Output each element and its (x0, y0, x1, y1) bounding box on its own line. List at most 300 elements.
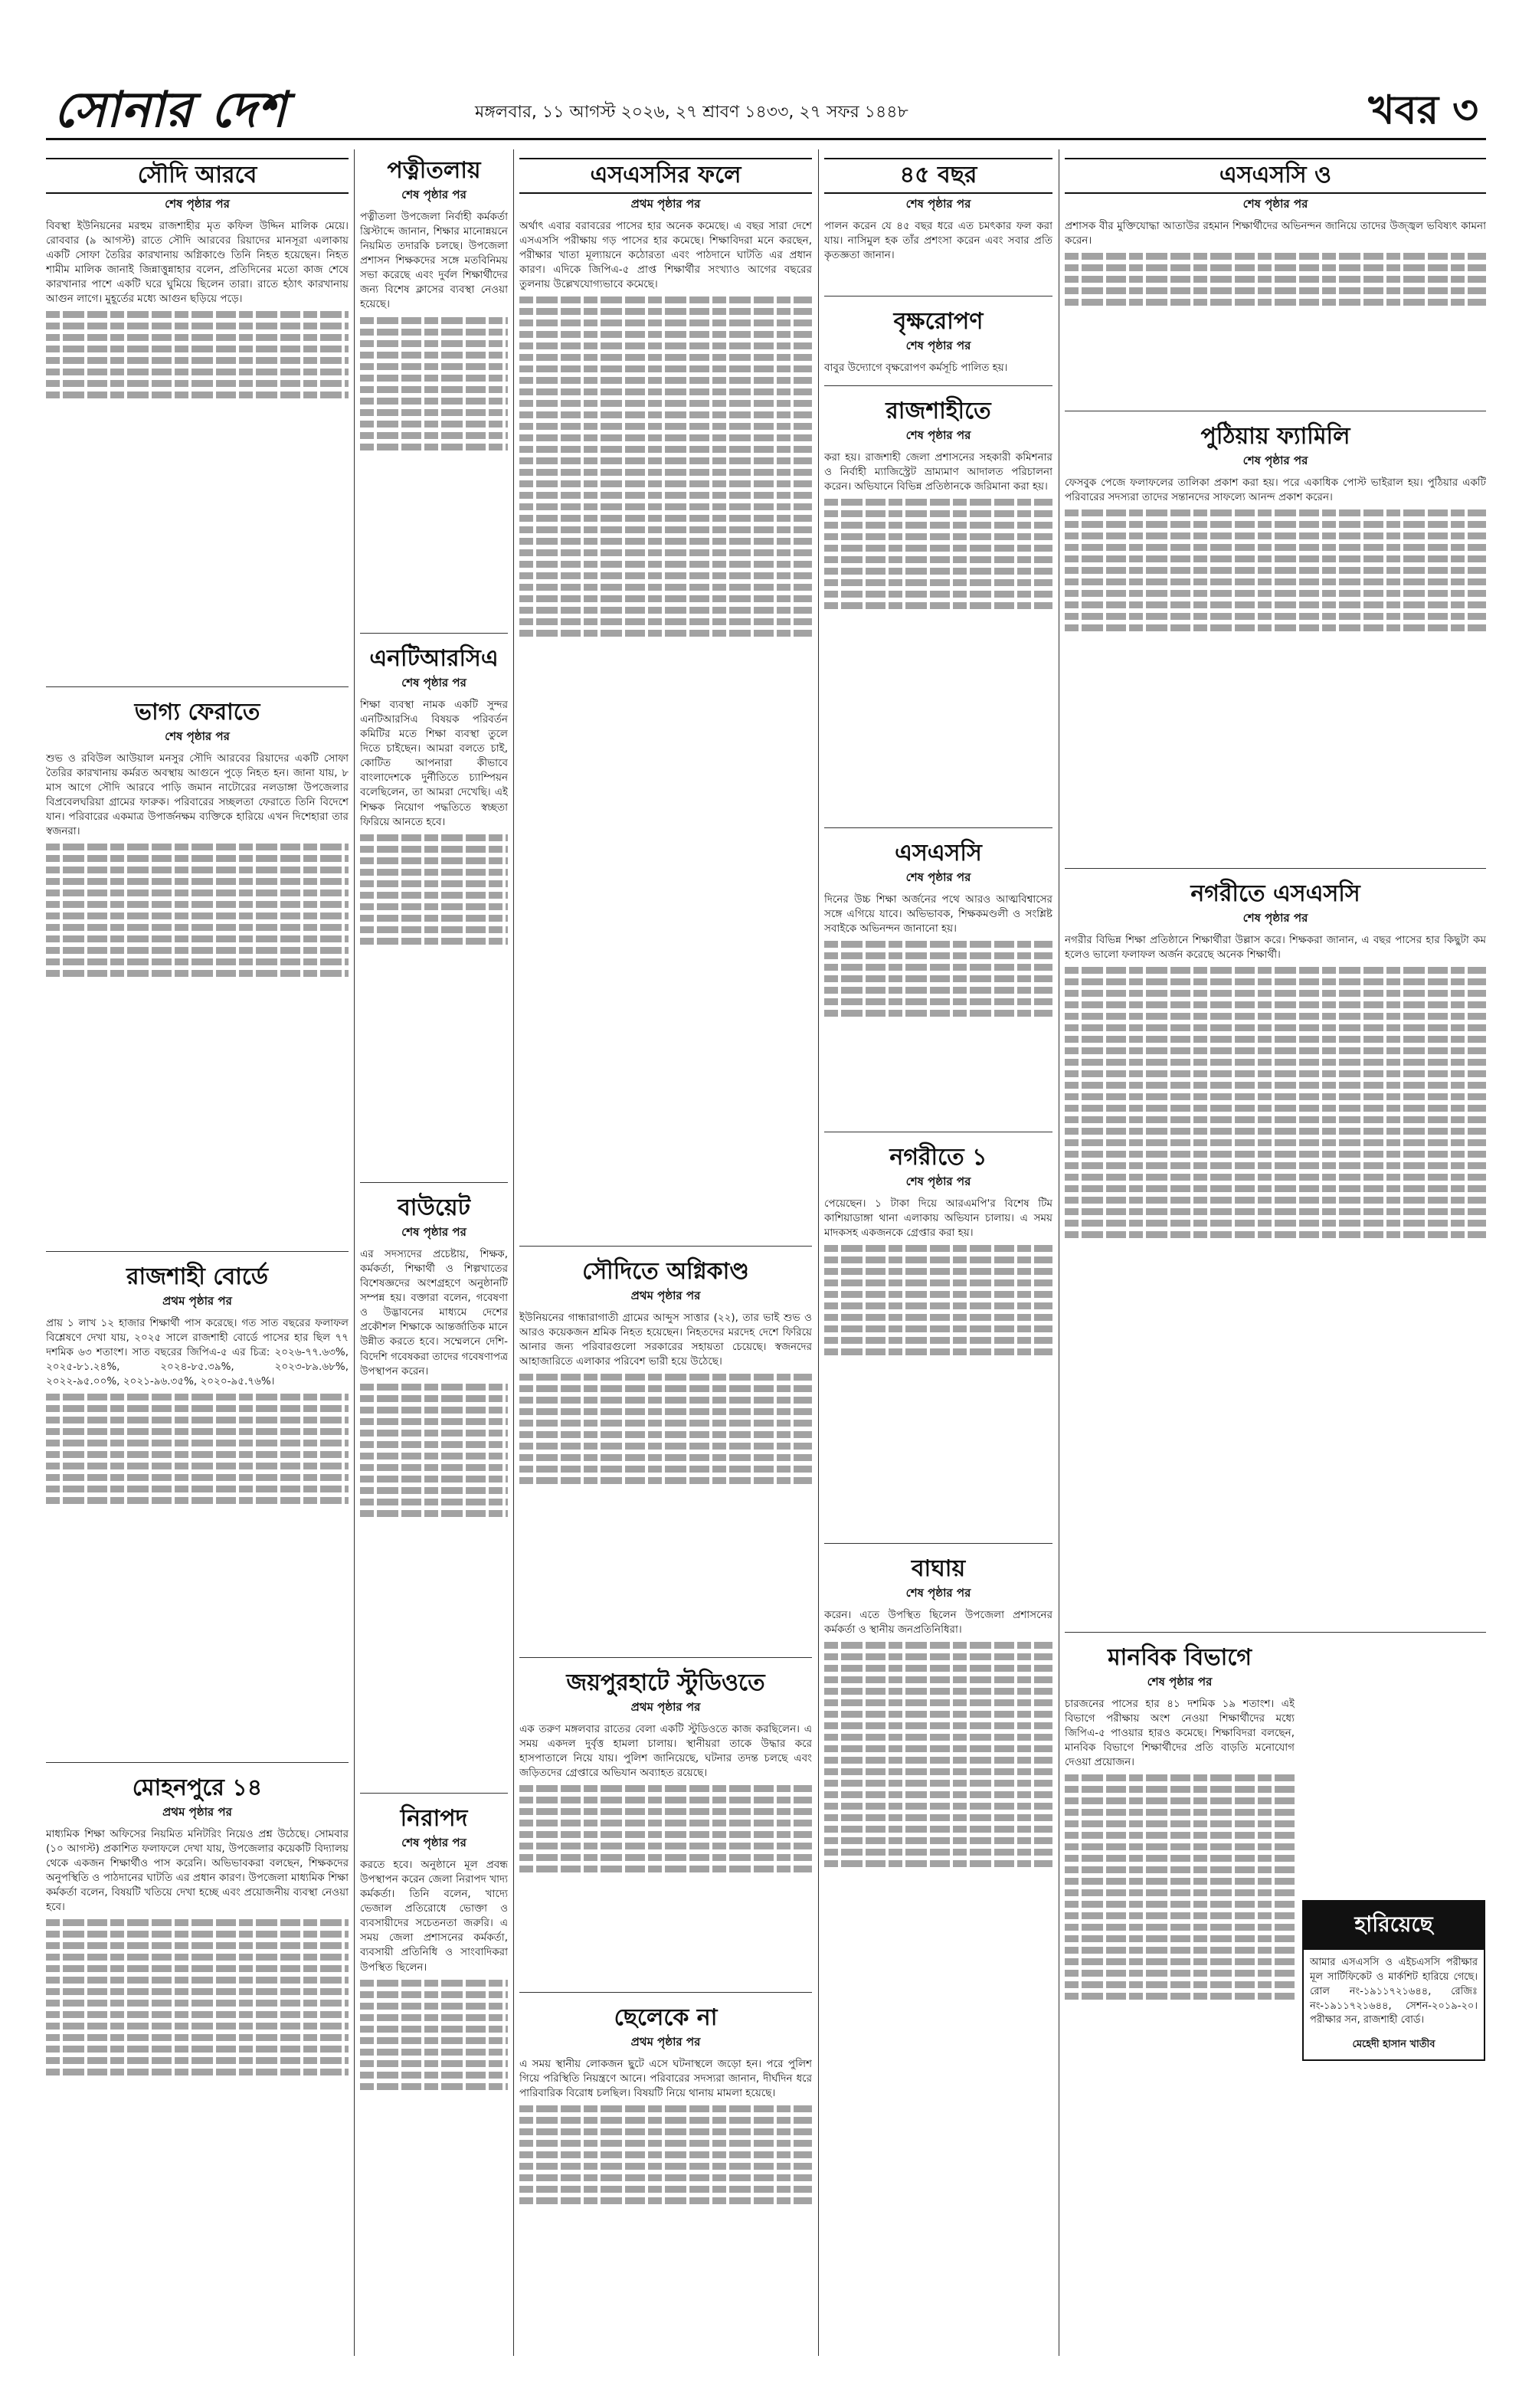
continued-label: শেষ পৃষ্ঠার পর (165, 729, 230, 743)
text-line (1065, 1128, 1486, 1135)
text-line (519, 526, 812, 533)
text-line (519, 1454, 812, 1461)
text-line (360, 1464, 508, 1471)
text-line (824, 1814, 1052, 1821)
text-line (519, 400, 812, 407)
text-line (1065, 567, 1486, 574)
article-son (519, 2000, 812, 2327)
article-safe-food (360, 1801, 508, 2281)
text-line (46, 924, 349, 931)
text-line (360, 1407, 508, 1414)
text-line (1065, 1993, 1295, 2000)
text-line (519, 2186, 812, 2193)
text-line (360, 1395, 508, 1402)
text-line (519, 308, 812, 315)
text-line (1065, 1901, 1295, 1908)
continued-label: শেষ পৃষ্ঠার পর (401, 1224, 466, 1239)
text-line (519, 595, 812, 602)
text-line (1065, 1093, 1486, 1100)
text-line (46, 2000, 349, 2007)
text-line (519, 1397, 812, 1404)
text-line (360, 363, 508, 370)
text-line (1065, 1070, 1486, 1077)
text-line (360, 1991, 508, 1998)
text-line (519, 2174, 812, 2181)
text-line (46, 935, 349, 942)
text-line (1065, 1082, 1486, 1089)
text-line (360, 857, 508, 864)
column-rule (513, 149, 514, 2356)
text-line (360, 915, 508, 922)
article-body: এ সময় স্থানীয় লোকজন ছুটে এসে ঘটনাস্থলে জড়ো হন। পরে পুলিশ গিয়ে পরিস্থিতি নিয়ন্ত্রণে আনে। পরিবারের সদস্যরা জানান, দীর্ঘদিন ধরে পারিবারিক বিরোধ চলছিল। বিষয়টি নিয়ে থানায় মামলা হয়েছে। (519, 2057, 812, 2099)
continued-label: শেষ পৃষ্ঠার পর (1147, 1674, 1213, 1689)
newspaper-logo: সোনার দেশ (54, 81, 287, 139)
text-line (824, 941, 1052, 948)
text-line (46, 2069, 349, 2075)
column-1 (46, 153, 349, 2342)
text-line (1065, 967, 1486, 974)
masthead (46, 73, 1486, 140)
text-line (824, 591, 1052, 598)
text-line (824, 1849, 1052, 1856)
publication-date: মঙ্গলবার, ১১ আগস্ট ২০২৬, ২৭ শ্রাবণ ১৪৩৩, ২৭ সফর ১৪৪৮ (475, 103, 908, 122)
article-city-1 (824, 1140, 1052, 1544)
text-line (360, 340, 508, 347)
article-headline: এসএসসি (895, 840, 982, 867)
article-body: চারজনের পাসের হার ৪১ দশমিক ১৯ শতাংশ। এই বিভাগে পরীক্ষায় অংশ নেওয়া শিক্ষার্থীদের মধ্যে জিপিএ-৫ পাওয়ার হারও কমেছে। শিক্ষাবিদরা বলছেন, মানবিক বিভাগে শিক্ষার্থীদের প্রতি বাড়তি মনোযোগ দেওয়া প্রয়োজন। (1065, 1697, 1295, 1769)
article-headline: জয়পুরহাটে স্টুডিওতে (566, 1669, 765, 1696)
text-line (519, 457, 812, 464)
text-line (1065, 1912, 1295, 1919)
text-line (519, 2105, 812, 2112)
text-line (46, 1394, 349, 1401)
article-puthia-family (1065, 419, 1486, 869)
text-line (1065, 1220, 1486, 1227)
text-line (360, 432, 508, 439)
continued-label: শেষ পৃষ্ঠার পর (905, 338, 971, 352)
text-line (824, 1711, 1052, 1718)
text-line (824, 1642, 1052, 1649)
text-line (46, 844, 349, 850)
text-line (519, 331, 812, 338)
text-line (46, 1474, 349, 1481)
text-line (824, 1325, 1052, 1332)
text-line (46, 323, 349, 329)
text-line (824, 1256, 1052, 1263)
text-line (1065, 1174, 1486, 1181)
text-line (360, 1487, 508, 1494)
text-line (360, 2049, 508, 2056)
text-line (1065, 1786, 1295, 1793)
text-line (519, 1385, 812, 1392)
text-line (519, 365, 812, 372)
article-body: দিনের উচ্চ শিক্ষা অর্জনের পথে আরও আত্মবিশ্বাসের সঙ্গে এগিয়ে যাবে। অভিভাবক, শিক্ষকমণ্ডলী ও সংশ্লিষ্ট সবাইকে অভিনন্দন জানানো হয়। (824, 893, 1052, 935)
text-line (46, 311, 349, 318)
continued-label: প্রথম পৃষ্ঠার পর (162, 1293, 232, 1308)
text-line (1065, 253, 1486, 260)
text-line (519, 377, 812, 384)
text-line (824, 1791, 1052, 1798)
text-line (824, 579, 1052, 586)
article-headline: পুঠিয়ায় ফ্যামিলি (1200, 423, 1350, 450)
text-line (824, 1734, 1052, 1741)
text-line (519, 503, 812, 510)
article-mohanpur (46, 1771, 349, 2334)
text-line (1065, 1231, 1486, 1238)
text-line (824, 1722, 1052, 1729)
text-line (824, 1780, 1052, 1787)
text-line (824, 1860, 1052, 1867)
lost-notice-signature: মেহেদী হাসান খাতীব (1352, 2039, 1435, 2051)
text-line (360, 398, 508, 405)
text-line (824, 568, 1052, 575)
column-2 (360, 153, 508, 2288)
article-saudi-fire (519, 1254, 812, 1658)
text-line (824, 1337, 1052, 1344)
text-line (519, 618, 812, 625)
text-line (1065, 1001, 1486, 1008)
text-line (46, 1954, 349, 1961)
text-line (46, 334, 349, 341)
text-line (360, 926, 508, 933)
article-body: বিবস্থা ইউনিয়নের মরহুম রাজশাহীর মৃত কফিল উদ্দিন মালিক মেয়ে। রোববার (৯ আগস্ট) রাতে সৌদি আরবের রিয়াদের মানসূরা এলাকায় একটি সোফা তৈরির কারখানায় অগ্নিকাণ্ডে তিনি নিহত হয়েছেন। নিহত শামীম মালিক জানাই জিন্নাত্তুন্নাহার বলেন, প্রতিদিনের মতো কাজ শেষে কারখানার পাশে একটি ঘরে ঘুমিয়ে ছিলেন তারা। রাতে হঠাৎ কারখানায় আগুন লাগে। মুহূর্তের মধ্যে আগুন ছড়িয়ে পড়ে। (46, 219, 349, 306)
text-line (360, 1499, 508, 1505)
text-line (46, 2023, 349, 2030)
article-body: এর সদস্যদের প্রচেষ্টায়, শিক্ষক, কর্মকর্তা, শিক্ষার্থী ও শিল্পখাতের বিশেষজ্ঞদের অংশগ্রহণে অনুষ্ঠানটি সম্পন্ন হয়। বক্তারা বলেন, গবেষণা ও উদ্ভাবনের মাধ্যমে দেশের প্রকৌশল শিক্ষাকে আন্তর্জাতিক মানে উন্নীত করতে হবে। সম্মেলনে দেশি-বিদেশি গবেষকরা তাদের গবেষণাপত্র উপস্থাপন করেন। (360, 1247, 508, 1378)
text-line (46, 947, 349, 954)
text-line (519, 492, 812, 499)
text-line (519, 1820, 812, 1826)
text-line (46, 912, 349, 919)
article-headline: মানবিক বিভাগে (1107, 1644, 1252, 1671)
text-line (1065, 1162, 1486, 1169)
text-line (360, 317, 508, 324)
section-label: খবর ৩ (1368, 87, 1478, 133)
text-line (1065, 1185, 1486, 1192)
text-line (824, 545, 1052, 552)
article-bauet (360, 1191, 508, 1794)
text-line (46, 1977, 349, 1984)
text-line (360, 2060, 508, 2067)
text-line (360, 1453, 508, 1460)
text-line (519, 423, 812, 430)
article-patnitala (360, 153, 508, 634)
text-line (1065, 1820, 1295, 1827)
continued-label: প্রথম পৃষ্ঠার পর (162, 1804, 232, 1819)
article-body: প্রশাসক বীর মুক্তিযোদ্ধা আতাউর রহমান শিক্ষার্থীদের অভিনন্দন জানিয়ে তাদের উজ্জ্বল ভবিষ্যৎ কামনা করেন। (1065, 219, 1486, 247)
text-line (824, 1268, 1052, 1275)
text-line (824, 1314, 1052, 1321)
text-line (360, 2083, 508, 2090)
text-line (360, 1384, 508, 1391)
text-line (1065, 1832, 1295, 1839)
text-line (824, 1826, 1052, 1833)
text-line (360, 409, 508, 416)
text-line (824, 1699, 1052, 1706)
text-line (46, 878, 349, 885)
text-line (360, 892, 508, 899)
article-body: শুভ ও রবিউল আউয়াল মনসুর সৌদি আরবের রিয়াদের একটি সোফা তৈরির কারখানায় কর্মরত অবস্থায় আগুনে পুড়ে নিহত হন। জানা যায়, ৮ মাস আগে সৌদি আরবে পাড়ি জমান নাটোরের নলডাঙ্গা উপজেলার বিপ্রবেলঘরিয়া গ্রামের ফারুক। পরিবারের সচ্ছলতা ফেরাতে তিনি বিদেশে যান। পরিবারের একমাত্র উপার্জনক্ষম ব্যক্তিকে হারিয়ে এখন দিশেহারা তার স্বজনরা। (46, 752, 349, 838)
text-line (519, 1431, 812, 1438)
text-line (824, 522, 1052, 529)
article-headline: এনটিআরসিএ (369, 645, 499, 672)
text-line (360, 2003, 508, 2010)
text-line (1065, 1036, 1486, 1043)
article-body: করা হয়। রাজশাহী জেলা প্রশাসনের সহকারী কমিশনার ও নির্বাহী ম্যাজিস্ট্রেট ভ্রাম্যমাণ আদালত পরিচালনা করেন। অভিযানে বিভিন্ন প্রতিষ্ঠানকে জরিমানা করা হয়। (824, 450, 1052, 493)
text-line (46, 1486, 349, 1492)
article-bagha (824, 1551, 1052, 2322)
article-body: পালন করেন যে ৪৫ বছর ধরে এত চমৎকার ফল করা যায়। নাসিমুল হক তাঁর প্রশংসা করেন এবং সবার প্রতি কৃতজ্ঞতা জানান। (824, 219, 1052, 261)
text-line (519, 2151, 812, 2158)
text-line (824, 975, 1052, 982)
article-body: অর্থাৎ এবার বরাবরের পাসের হার অনেক কমেছে। এ বছর সারা দেশে এসএসসি পরীক্ষায় গড় পাসের হার কমেছে। শিক্ষাবিদরা মনে করছেন, পরীক্ষার খাতা মূল্যায়নে কঠোরতা এবং পাঠদানে ঘাটতি এর প্রধান কারণ। এদিকে জিপিএ-৫ প্রাপ্ত শিক্ষার্থীর সংখ্যাও আগের বছরের তুলনায় উল্লেখযোগ্যভাবে কমেছে। (519, 219, 812, 291)
text-line (1065, 1116, 1486, 1123)
continued-label: শেষ পৃষ্ঠার পর (905, 1585, 971, 1600)
continued-label: শেষ পৃষ্ঠার পর (165, 196, 230, 211)
continued-label: শেষ পৃষ্ঠার পর (401, 675, 466, 690)
text-line (46, 1931, 349, 1938)
article-headline: নিরাপদ (400, 1805, 468, 1832)
text-line (1065, 1208, 1486, 1215)
text-line (519, 1443, 812, 1450)
text-line (824, 1745, 1052, 1752)
text-line (519, 434, 812, 441)
text-line (1065, 299, 1486, 306)
text-line (519, 561, 812, 568)
text-line (46, 2057, 349, 2064)
article-fortune (46, 695, 349, 1252)
continued-label: প্রথম পৃষ্ঠার পর (630, 2034, 701, 2049)
text-line (46, 889, 349, 896)
text-line (46, 867, 349, 873)
article-rajshahi-board (46, 1260, 349, 1763)
text-line (360, 2037, 508, 2044)
article-headline: এসএসসি ও (1065, 158, 1486, 194)
text-line (360, 1980, 508, 1987)
article-body: ইউনিয়নের গান্ধারাগাতী গ্রামের আব্দুস সাত্তার (২২), তার ভাই শুভ ও আরও কয়েকজন শ্রমিক নিহত হয়েছেন। নিহতদের মরদেহ দেশে ফিরিয়ে আনার জন্য পরিবারগুলো সরকারের সহায়তা চেয়েছে। স্বজনদের আহাজারিতে এলাকার পরিবেশ ভারী হয়ে উঠেছে। (519, 1311, 812, 1368)
text-line (360, 1441, 508, 1448)
text-line (360, 2072, 508, 2079)
text-line (824, 1757, 1052, 1764)
text-line (1065, 624, 1486, 631)
continued-label: শেষ পৃষ্ঠার পর (1242, 910, 1308, 925)
text-line (1065, 276, 1486, 283)
text-line (1065, 1774, 1295, 1781)
text-line (824, 1653, 1052, 1660)
text-line (1065, 990, 1486, 997)
text-line (360, 880, 508, 887)
text-line (46, 1463, 349, 1469)
text-line (46, 2046, 349, 2053)
text-line (1065, 287, 1486, 294)
text-line (360, 386, 508, 393)
text-line (1065, 264, 1486, 271)
text-line (360, 846, 508, 853)
column-3 (519, 153, 812, 2334)
text-line (824, 998, 1052, 1005)
text-line (46, 1405, 349, 1412)
text-line (519, 2140, 812, 2147)
article-headline: বাঘায় (911, 1555, 966, 1582)
continued-label: শেষ পৃষ্ঠার পর (401, 1835, 466, 1849)
article-headline: বৃক্ষরোপণ (893, 308, 984, 335)
text-line (46, 357, 349, 364)
article-body: করতে হবে। অনুষ্ঠানে মূল প্রবন্ধ উপস্থাপন করেন জেলা নিরাপদ খাদ্য কর্মকর্তা। তিনি বলেন, খাদ্যে ভেজাল প্রতিরোধে ভোক্তা ও ব্যবসায়ীদের সচেতনতা জরুরি। এ সময় জেলা প্রশাসনের কর্মকর্তা, ব্যবসায়ী প্রতিনিধি ও সাংবাদিকরা উপস্থিত ছিলেন। (360, 1858, 508, 1974)
text-line (519, 446, 812, 453)
continued-label: প্রথম পৃষ্ঠার পর (630, 1288, 701, 1302)
article-headline: নগরীতে ১ (889, 1144, 987, 1171)
text-line (1065, 1797, 1295, 1804)
article-headline: রাজশাহী বোর্ডে (126, 1263, 268, 1290)
text-line (360, 1510, 508, 1517)
text-line (46, 2011, 349, 2018)
text-line (1065, 509, 1486, 516)
text-line (519, 1785, 812, 1792)
text-line (360, 329, 508, 336)
text-line (46, 1440, 349, 1446)
text-line (824, 964, 1052, 971)
text-line (1065, 1970, 1295, 1977)
text-line (46, 380, 349, 387)
text-line (360, 421, 508, 428)
text-line (1065, 1889, 1295, 1896)
text-line (1065, 1981, 1295, 1988)
text-line (46, 2034, 349, 2041)
text-line (46, 1942, 349, 1949)
lost-notice (1302, 1900, 1485, 2061)
lost-notice-body: আমার এসএসসি ও এইচএসসি পরীক্ষার মূল সার্টিফিকেট ও মার্কশিট হারিয়ে গেছে। রোল নং-১৯১১৭২১৬৪৪, রেজিঃ নং-১৯১১৭২১৬৪৪, সেশন-২০১৯-২০। পরীক্ষার সন, রাজশাহী বোর্ড। (1310, 1957, 1478, 2026)
article-headline: ছেলেকে না (614, 2004, 718, 2031)
article-body: পেয়েছেন। ১ টাকা দিয়ে আরএমপি'র বিশেষ টিম কাশিয়াডাঙ্গা থানা এলাকায় অভিযান চালায়। এ সময় মাদকসহ একজনকে গ্রেপ্তার করা হয়। (824, 1197, 1052, 1239)
text-line (360, 352, 508, 359)
text-line (1065, 590, 1486, 597)
text-line (1065, 1866, 1295, 1873)
continued-label: শেষ পৃষ্ঠার পর (401, 187, 466, 201)
article-headline: নগরীতে এসএসসি (1190, 880, 1360, 907)
article-headline: সৌদিতে অগ্নিকাণ্ড (582, 1258, 749, 1285)
text-line (1065, 1958, 1295, 1965)
text-line (1065, 1197, 1486, 1204)
text-line (46, 1417, 349, 1424)
text-line (1065, 1935, 1295, 1942)
continued-label: প্রথম পৃষ্ঠার পর (630, 1699, 701, 1714)
text-line (1065, 1947, 1295, 1954)
text-line (519, 2128, 812, 2135)
continued-label: শেষ পৃষ্ঠার পর (1242, 453, 1308, 467)
text-line (360, 2026, 508, 2033)
text-line (824, 499, 1052, 506)
text-line (1065, 1024, 1486, 1031)
text-line (824, 1302, 1052, 1309)
article-body: বাবুর উদ্যোগে বৃক্ষরোপণ কর্মসূচি পালিত হয়। (824, 361, 1008, 374)
text-line (519, 1866, 812, 1872)
text-line (824, 533, 1052, 540)
article-body: শিক্ষা ব্যবস্থা নামক একটি সুন্দর এনটিআরসিএ বিষয়ক পরিবর্তন কমিটির মতে শিক্ষা ব্যবস্থা তুলে দিতে চাইছেন। আমরা বলতে চাই, কোটিত আপনারা কীভাবে বাংলাদেশকে দুর্নীতিতে চ্যাম্পিয়ন বলেছিলেন, তা আমরা দেখেছি। এই শিক্ষক নিয়োগ পদ্ধতিতে স্বচ্ছতা ফিরিয়ে আনতে হবে। (360, 698, 508, 828)
text-line (519, 538, 812, 545)
text-line (824, 1010, 1052, 1017)
text-line (824, 1348, 1052, 1355)
text-line (519, 319, 812, 326)
text-line (824, 1676, 1052, 1683)
column-rule (354, 149, 355, 2356)
text-line (519, 342, 812, 349)
text-line (1065, 1924, 1295, 1931)
article-city-ssc (1065, 876, 1486, 1633)
text-line (1065, 1809, 1295, 1816)
text-line (519, 1466, 812, 1473)
article-tree-plantation (824, 304, 1052, 386)
article-headline: ভাগ্য ফেরাতে (134, 699, 260, 726)
article-joypurhat-studio (519, 1666, 812, 1993)
column-4 (824, 153, 1052, 2330)
text-line (1065, 578, 1486, 585)
text-line (360, 834, 508, 841)
text-line (360, 375, 508, 382)
text-line (46, 346, 349, 352)
continued-label: প্রথম পৃষ্ঠার পর (630, 196, 701, 211)
text-line (824, 1279, 1052, 1286)
text-line (46, 855, 349, 862)
article-body: ফেসবুক পেজে ফলাফলের তালিকা প্রকাশ করা হয়। পরে একাধিক পোস্ট ভাইরাল হয়। পুঠিয়ার একটি পরিবারের সদস্যরা তাদের সন্তানদের সাফল্যে আনন্দ প্রকাশ করেন। (1065, 476, 1486, 503)
text-line (1065, 1855, 1295, 1862)
text-line (519, 1831, 812, 1838)
text-line (519, 515, 812, 522)
article-body: নগরীর বিভিন্ন শিক্ষা প্রতিষ্ঠানে শিক্ষার্থীরা উল্লাস করে। শিক্ষকরা জানান, এ বছর পাসের হার কিছুটা কম হলেও ভালো ফলাফল অর্জন করেছে অনেক শিক্ষার্থী। (1065, 933, 1486, 961)
continued-label: শেষ পৃষ্ঠার পর (905, 428, 971, 442)
text-line (824, 952, 1052, 959)
text-line (1065, 544, 1486, 551)
article-humanities (1065, 1640, 1295, 2273)
text-line (519, 480, 812, 487)
text-line (519, 1797, 812, 1804)
text-line (519, 2197, 812, 2204)
text-line (1065, 555, 1486, 562)
text-line (360, 444, 508, 450)
text-line (824, 510, 1052, 517)
text-line (46, 1451, 349, 1458)
text-line (1065, 1013, 1486, 1020)
text-line (824, 1803, 1052, 1810)
text-line (824, 987, 1052, 994)
article-body: করেন। এতে উপস্থিত ছিলেন উপজেলা প্রশাসনের কর্মকর্তা ও স্থানীয় জনপ্রতিনিধিরা। (824, 1608, 1052, 1636)
continued-label: শেষ পৃষ্ঠার পর (905, 1174, 971, 1188)
article-saudi-arabia (46, 153, 349, 687)
text-line (519, 296, 812, 303)
text-line (824, 1665, 1052, 1672)
text-line (46, 369, 349, 375)
text-line (1065, 1843, 1295, 1850)
text-line (360, 869, 508, 876)
text-line (1065, 978, 1486, 985)
text-line (519, 584, 812, 591)
continued-label: শেষ পৃষ্ঠার পর (905, 196, 971, 211)
text-line (1065, 1139, 1486, 1146)
text-line (824, 1688, 1052, 1695)
article-rajshahi (824, 394, 1052, 828)
text-line (824, 556, 1052, 563)
article-headline: সৌদি আরবে (46, 158, 349, 194)
text-line (824, 1837, 1052, 1844)
text-line (824, 1245, 1052, 1252)
text-line (519, 354, 812, 361)
text-line (46, 392, 349, 398)
article-body: প্রায় ১ লাখ ১২ হাজার শিক্ষার্থী পাস করেছে। গত সাত বছরের ফলাফল বিশ্লেষণে দেখা যায়, ২০২৫ সালে রাজশাহী বোর্ডে পাসের হার ছিল ৭৭ দশমিক ৬৩ শতাংশ। সাত বছরের জিপিএ-৫ এর চিত্র: ২০২৬-৭৭.৬৩%, ২০২৫-৮১.২৪%, ২০২৪-৮৫.৩৯%, ২০২৩-৮৯.৬৮%, ২০২২-৯৫.০০%, ২০২১-৯৬.৩৫%, ২০২০-৯৫.৭৬%। (46, 1316, 349, 1388)
text-line (46, 970, 349, 977)
text-line (1065, 1151, 1486, 1158)
article-body: মাধ্যমিক শিক্ষা অফিসের নিয়মিত মনিটরিং নিয়েও প্রশ্ন উঠেছে। সোমবার (১০ আগস্ট) প্রকাশিত ফলাফলে দেখা যায়, উপজেলার কয়েকটি বিদ্যালয় থেকে একজন শিক্ষার্থীও পাস করেনি। অভিভাবকরা বলছেন, শিক্ষকদের অনুপস্থিতি ও পাঠদানের ঘাটতি এর প্রধান কারণ। উপজেলা মাধ্যমিক শিক্ষা কর্মকর্তা বলেন, বিষয়টি খতিয়ে দেখা হচ্ছে এবং প্রয়োজনীয় ব্যবস্থা নেওয়া হবে। (46, 1827, 349, 1914)
text-line (519, 1477, 812, 1484)
text-line (360, 903, 508, 910)
